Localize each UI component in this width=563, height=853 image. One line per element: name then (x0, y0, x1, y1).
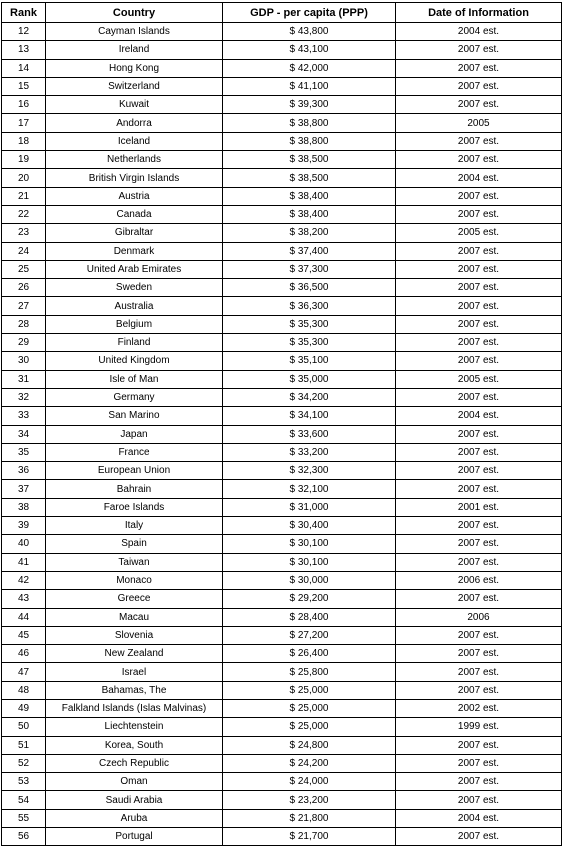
rank-cell: 12 (2, 23, 46, 41)
date-cell: 2007 est. (396, 791, 562, 809)
header-rank: Rank (2, 3, 46, 23)
country-cell: New Zealand (46, 645, 223, 663)
country-cell: Slovenia (46, 626, 223, 644)
gdp-cell: $ 25,000 (223, 699, 396, 717)
date-cell: 2007 est. (396, 132, 562, 150)
gdp-cell: $ 36,500 (223, 279, 396, 297)
country-cell: Oman (46, 773, 223, 791)
table-row (2, 279, 562, 297)
country-cell: Spain (46, 535, 223, 553)
gdp-cell: $ 38,800 (223, 132, 396, 150)
gdp-cell: $ 21,800 (223, 809, 396, 827)
gdp-cell: $ 35,100 (223, 352, 396, 370)
country-cell: Hong Kong (46, 59, 223, 77)
country-cell: Isle of Man (46, 370, 223, 388)
table-row (2, 773, 562, 791)
date-cell: 2007 est. (396, 736, 562, 754)
table-row (2, 425, 562, 443)
gdp-cell: $ 37,300 (223, 260, 396, 278)
country-cell: Japan (46, 425, 223, 443)
gdp-cell: $ 29,200 (223, 590, 396, 608)
gdp-cell: $ 36,300 (223, 297, 396, 315)
rank-cell: 45 (2, 626, 46, 644)
country-cell: Belgium (46, 315, 223, 333)
table-row (2, 590, 562, 608)
table-row (2, 681, 562, 699)
country-cell: Germany (46, 388, 223, 406)
header-date: Date of Information (396, 3, 562, 23)
rank-cell: 41 (2, 553, 46, 571)
gdp-cell: $ 24,800 (223, 736, 396, 754)
table-row (2, 59, 562, 77)
country-cell: Switzerland (46, 77, 223, 95)
date-cell: 2004 est. (396, 169, 562, 187)
date-cell: 2007 est. (396, 59, 562, 77)
gdp-cell: $ 28,400 (223, 608, 396, 626)
rank-cell: 37 (2, 480, 46, 498)
gdp-table (1, 2, 562, 846)
date-cell: 2007 est. (396, 553, 562, 571)
country-cell: Falkland Islands (Islas Malvinas) (46, 699, 223, 717)
rank-cell: 35 (2, 443, 46, 461)
gdp-cell: $ 34,100 (223, 407, 396, 425)
rank-cell: 33 (2, 407, 46, 425)
rank-cell: 36 (2, 462, 46, 480)
table-row (2, 315, 562, 333)
table-row (2, 224, 562, 242)
table-row (2, 370, 562, 388)
rank-cell: 18 (2, 132, 46, 150)
country-cell: Italy (46, 517, 223, 535)
country-cell: Netherlands (46, 151, 223, 169)
country-cell: Aruba (46, 809, 223, 827)
table-row (2, 498, 562, 516)
gdp-cell: $ 27,200 (223, 626, 396, 644)
gdp-cell: $ 32,300 (223, 462, 396, 480)
country-cell: Kuwait (46, 96, 223, 114)
table-row (2, 23, 562, 41)
date-cell: 2007 est. (396, 754, 562, 772)
country-cell: Ireland (46, 41, 223, 59)
gdp-cell: $ 38,500 (223, 169, 396, 187)
country-cell: European Union (46, 462, 223, 480)
date-cell: 2006 (396, 608, 562, 626)
gdp-cell: $ 38,500 (223, 151, 396, 169)
table-row (2, 169, 562, 187)
gdp-cell: $ 25,000 (223, 718, 396, 736)
gdp-cell: $ 26,400 (223, 645, 396, 663)
gdp-cell: $ 31,000 (223, 498, 396, 516)
gdp-cell: $ 33,200 (223, 443, 396, 461)
date-cell: 2007 est. (396, 151, 562, 169)
date-cell: 2007 est. (396, 425, 562, 443)
table-row (2, 388, 562, 406)
date-cell: 2007 est. (396, 590, 562, 608)
table-row (2, 480, 562, 498)
country-cell: Taiwan (46, 553, 223, 571)
rank-cell: 54 (2, 791, 46, 809)
table-row (2, 132, 562, 150)
gdp-cell: $ 38,200 (223, 224, 396, 242)
country-cell: San Marino (46, 407, 223, 425)
date-cell: 2007 est. (396, 334, 562, 352)
rank-cell: 26 (2, 279, 46, 297)
rank-cell: 38 (2, 498, 46, 516)
table-row (2, 462, 562, 480)
gdp-cell: $ 42,000 (223, 59, 396, 77)
country-cell: Greece (46, 590, 223, 608)
rank-cell: 13 (2, 41, 46, 59)
gdp-cell: $ 39,300 (223, 96, 396, 114)
table-row (2, 443, 562, 461)
date-cell: 2007 est. (396, 315, 562, 333)
country-cell: Faroe Islands (46, 498, 223, 516)
table-row (2, 77, 562, 95)
rank-cell: 46 (2, 645, 46, 663)
rank-cell: 15 (2, 77, 46, 95)
gdp-cell: $ 23,200 (223, 791, 396, 809)
table-row (2, 718, 562, 736)
table-row (2, 242, 562, 260)
table-row (2, 187, 562, 205)
rank-cell: 44 (2, 608, 46, 626)
date-cell: 2004 est. (396, 23, 562, 41)
rank-cell: 25 (2, 260, 46, 278)
gdp-cell: $ 24,000 (223, 773, 396, 791)
date-cell: 2007 est. (396, 77, 562, 95)
rank-cell: 40 (2, 535, 46, 553)
rank-cell: 42 (2, 571, 46, 589)
table-row (2, 663, 562, 681)
gdp-cell: $ 30,100 (223, 535, 396, 553)
date-cell: 2007 est. (396, 517, 562, 535)
date-cell: 2007 est. (396, 773, 562, 791)
date-cell: 2007 est. (396, 663, 562, 681)
table-row (2, 407, 562, 425)
gdp-cell: $ 35,300 (223, 315, 396, 333)
rank-cell: 49 (2, 699, 46, 717)
date-cell: 2007 est. (396, 96, 562, 114)
country-cell: Cayman Islands (46, 23, 223, 41)
date-cell: 2007 est. (396, 480, 562, 498)
date-cell: 2007 est. (396, 297, 562, 315)
date-cell: 2004 est. (396, 407, 562, 425)
date-cell: 2005 est. (396, 370, 562, 388)
date-cell: 2007 est. (396, 242, 562, 260)
table-row (2, 297, 562, 315)
rank-cell: 31 (2, 370, 46, 388)
country-cell: Monaco (46, 571, 223, 589)
gdp-cell: $ 33,600 (223, 425, 396, 443)
table-row (2, 626, 562, 644)
country-cell: Canada (46, 205, 223, 223)
country-cell: Portugal (46, 828, 223, 846)
rank-cell: 22 (2, 205, 46, 223)
country-cell: Finland (46, 334, 223, 352)
date-cell: 2007 est. (396, 828, 562, 846)
rank-cell: 34 (2, 425, 46, 443)
header-gdp: GDP - per capita (PPP) (223, 3, 396, 23)
table-row (2, 151, 562, 169)
rank-cell: 56 (2, 828, 46, 846)
rank-cell: 24 (2, 242, 46, 260)
date-cell: 2005 est. (396, 224, 562, 242)
date-cell: 2007 est. (396, 626, 562, 644)
gdp-cell: $ 25,800 (223, 663, 396, 681)
date-cell: 2007 est. (396, 645, 562, 663)
date-cell: 2007 est. (396, 205, 562, 223)
date-cell: 2001 est. (396, 498, 562, 516)
gdp-cell: $ 38,800 (223, 114, 396, 132)
rank-cell: 30 (2, 352, 46, 370)
table-row (2, 260, 562, 278)
gdp-cell: $ 38,400 (223, 187, 396, 205)
table-row (2, 517, 562, 535)
date-cell: 2007 est. (396, 535, 562, 553)
date-cell: 1999 est. (396, 718, 562, 736)
gdp-cell: $ 37,400 (223, 242, 396, 260)
table-header-row (2, 3, 562, 23)
date-cell: 2007 est. (396, 388, 562, 406)
country-cell: United Kingdom (46, 352, 223, 370)
country-cell: Czech Republic (46, 754, 223, 772)
rank-cell: 55 (2, 809, 46, 827)
rank-cell: 23 (2, 224, 46, 242)
date-cell: 2007 est. (396, 260, 562, 278)
table-row (2, 535, 562, 553)
date-cell: 2007 est. (396, 352, 562, 370)
table-row (2, 205, 562, 223)
country-cell: Israel (46, 663, 223, 681)
country-cell: British Virgin Islands (46, 169, 223, 187)
country-cell: Denmark (46, 242, 223, 260)
country-cell: Saudi Arabia (46, 791, 223, 809)
rank-cell: 43 (2, 590, 46, 608)
gdp-cell: $ 43,800 (223, 23, 396, 41)
table-row (2, 828, 562, 846)
country-cell: Korea, South (46, 736, 223, 754)
table-row (2, 791, 562, 809)
gdp-cell: $ 30,100 (223, 553, 396, 571)
date-cell: 2007 est. (396, 41, 562, 59)
table-row (2, 41, 562, 59)
rank-cell: 32 (2, 388, 46, 406)
rank-cell: 48 (2, 681, 46, 699)
table-row (2, 645, 562, 663)
gdp-cell: $ 21,700 (223, 828, 396, 846)
date-cell: 2007 est. (396, 462, 562, 480)
gdp-cell: $ 38,400 (223, 205, 396, 223)
rank-cell: 20 (2, 169, 46, 187)
rank-cell: 14 (2, 59, 46, 77)
date-cell: 2002 est. (396, 699, 562, 717)
rank-cell: 17 (2, 114, 46, 132)
country-cell: Australia (46, 297, 223, 315)
rank-cell: 50 (2, 718, 46, 736)
date-cell: 2007 est. (396, 443, 562, 461)
country-cell: Bahamas, The (46, 681, 223, 699)
country-cell: Iceland (46, 132, 223, 150)
gdp-cell: $ 43,100 (223, 41, 396, 59)
table-row (2, 553, 562, 571)
gdp-cell: $ 41,100 (223, 77, 396, 95)
table-body (2, 23, 562, 846)
table-row (2, 608, 562, 626)
rank-cell: 51 (2, 736, 46, 754)
table-row (2, 699, 562, 717)
gdp-cell: $ 30,000 (223, 571, 396, 589)
rank-cell: 21 (2, 187, 46, 205)
gdp-cell: $ 25,000 (223, 681, 396, 699)
table-row (2, 96, 562, 114)
table-row (2, 754, 562, 772)
country-cell: Andorra (46, 114, 223, 132)
date-cell: 2007 est. (396, 681, 562, 699)
rank-cell: 53 (2, 773, 46, 791)
rank-cell: 19 (2, 151, 46, 169)
country-cell: United Arab Emirates (46, 260, 223, 278)
country-cell: France (46, 443, 223, 461)
rank-cell: 47 (2, 663, 46, 681)
date-cell: 2006 est. (396, 571, 562, 589)
gdp-cell: $ 30,400 (223, 517, 396, 535)
rank-cell: 27 (2, 297, 46, 315)
date-cell: 2007 est. (396, 279, 562, 297)
country-cell: Macau (46, 608, 223, 626)
country-cell: Gibraltar (46, 224, 223, 242)
table-row (2, 571, 562, 589)
country-cell: Bahrain (46, 480, 223, 498)
date-cell: 2007 est. (396, 187, 562, 205)
table-row (2, 809, 562, 827)
rank-cell: 52 (2, 754, 46, 772)
gdp-cell: $ 35,000 (223, 370, 396, 388)
date-cell: 2004 est. (396, 809, 562, 827)
rank-cell: 39 (2, 517, 46, 535)
country-cell: Sweden (46, 279, 223, 297)
country-cell: Liechtenstein (46, 718, 223, 736)
gdp-cell: $ 34,200 (223, 388, 396, 406)
rank-cell: 29 (2, 334, 46, 352)
rank-cell: 28 (2, 315, 46, 333)
rank-cell: 16 (2, 96, 46, 114)
gdp-cell: $ 35,300 (223, 334, 396, 352)
header-country: Country (46, 3, 223, 23)
gdp-cell: $ 32,100 (223, 480, 396, 498)
table-row (2, 334, 562, 352)
country-cell: Austria (46, 187, 223, 205)
table-row (2, 352, 562, 370)
table-row (2, 114, 562, 132)
date-cell: 2005 (396, 114, 562, 132)
table-row (2, 736, 562, 754)
gdp-cell: $ 24,200 (223, 754, 396, 772)
